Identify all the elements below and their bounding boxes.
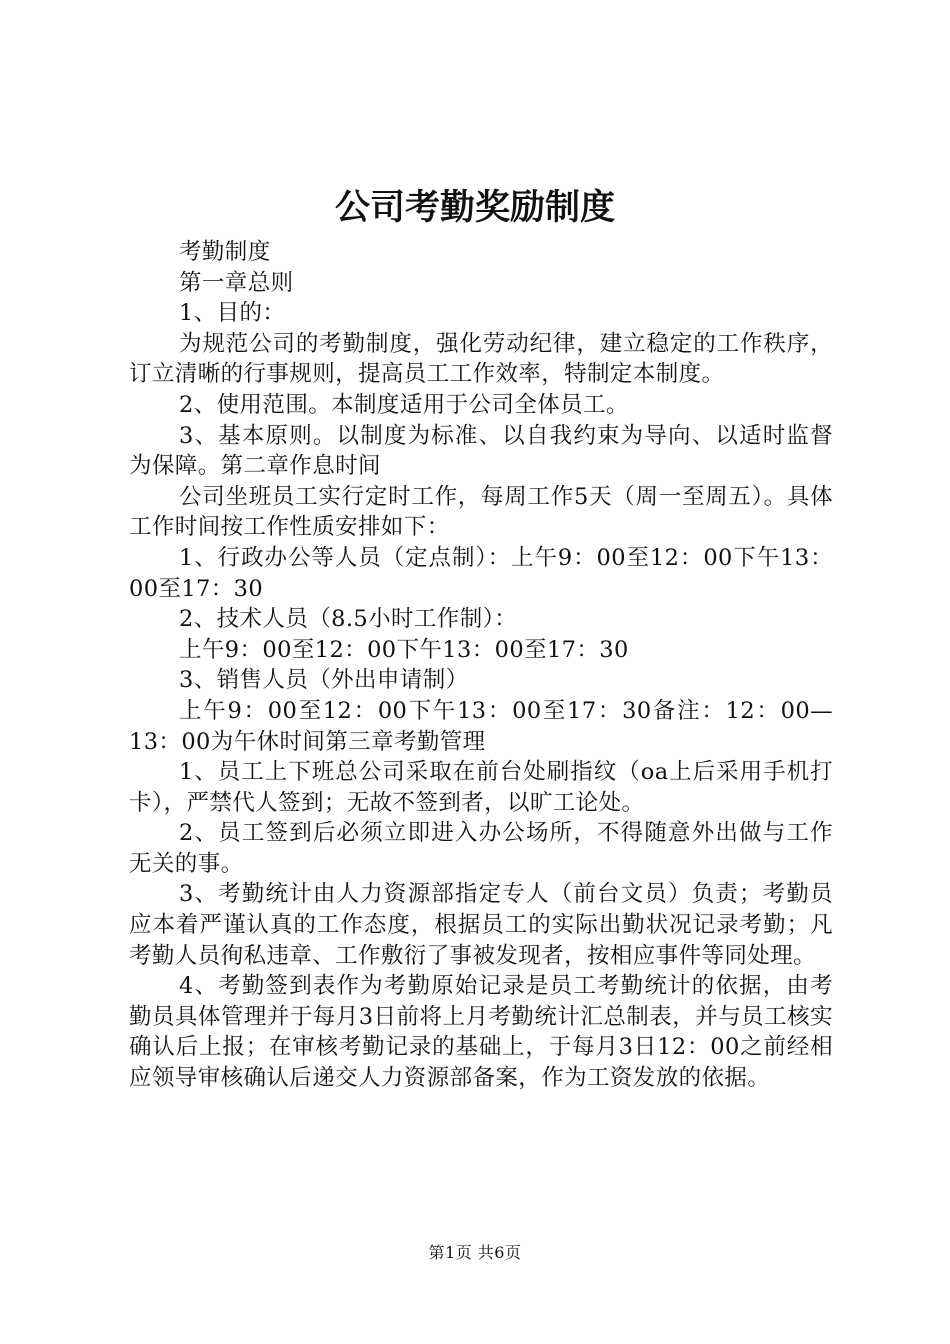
paragraph-purpose-heading: 1、目的： [179,300,286,327]
paragraph-chapter-1: 第一章总则 [179,269,294,296]
paragraph-sales-staff: 3、销售人员（外出申请制） [179,667,469,694]
paragraph-tech-hours: 上午9：00至12：00下午13：00至17：30 [179,636,629,663]
paragraph-rule-3: 3、考勤统计由人力资源部指定专人（前台文员）负责；考勤员应本着严谨认真的工作态度，根据员工的实际出勤状况记录考勤；凡考勤人员徇私违章、工作敷衍了事被发现者，按相应事件等同处理。 [129,881,833,969]
page-number: 第1页 共6页 [428,1243,522,1262]
paragraph-purpose: 为规范公司的考勤制度，强化劳动纪律，建立稳定的工作秩序，订立清晰的行事规则，提高员工工作效率，特制定本制度。 [129,330,833,388]
paragraph-rule-1: 1、员工上下班总公司采取在前台处刷指纹（oa上后采用手机打卡），严禁代人签到；无故不签到者，以旷工论处。 [129,759,833,816]
paragraph-admin-hours: 1、行政办公等人员（定点制）：上午9：00至12：00下午13：00至17：30 [129,544,833,602]
paragraph-principles: 3、基本原则。以制度为标准、以自我约束为导向、以适时监督为保障。第二章作息时间 [129,422,833,480]
paragraph-scope: 2、使用范围。本制度适用于公司全体员工。 [179,391,629,418]
paragraph-work-schedule: 公司坐班员工实行定时工作，每周工作5天（周一至周五）。具体工作时间按工作性质安排如下： [129,483,833,541]
paragraph-rule-2: 2、员工签到后必须立即进入办公场所，不得随意外出做与工作无关的事。 [129,820,833,877]
paragraph-tech-staff: 2、技术人员（8.5小时工作制）： [179,606,518,633]
paragraph-sales-hours: 上午9：00至12：00下午13：00至17：30备注：12：00—13：00为午休时间第三章考勤管理 [129,697,833,755]
document-title: 公司考勤奖励制度 [334,188,615,228]
paragraph-subtitle: 考勤制度 [179,239,271,265]
paragraph-rule-4: 4、考勤签到表作为考勤原始记录是员工考勤统计的依据，由考勤员具体管理并于每月3日前将上月考勤统计汇总制表，并与员工核实确认后上报；在审核考勤记录的基础上，于每月3日12：00之前经相应领导审核确认后递交人力资源部备案，作为工资发放的依据。 [129,973,833,1092]
document-body [129,237,833,1094]
